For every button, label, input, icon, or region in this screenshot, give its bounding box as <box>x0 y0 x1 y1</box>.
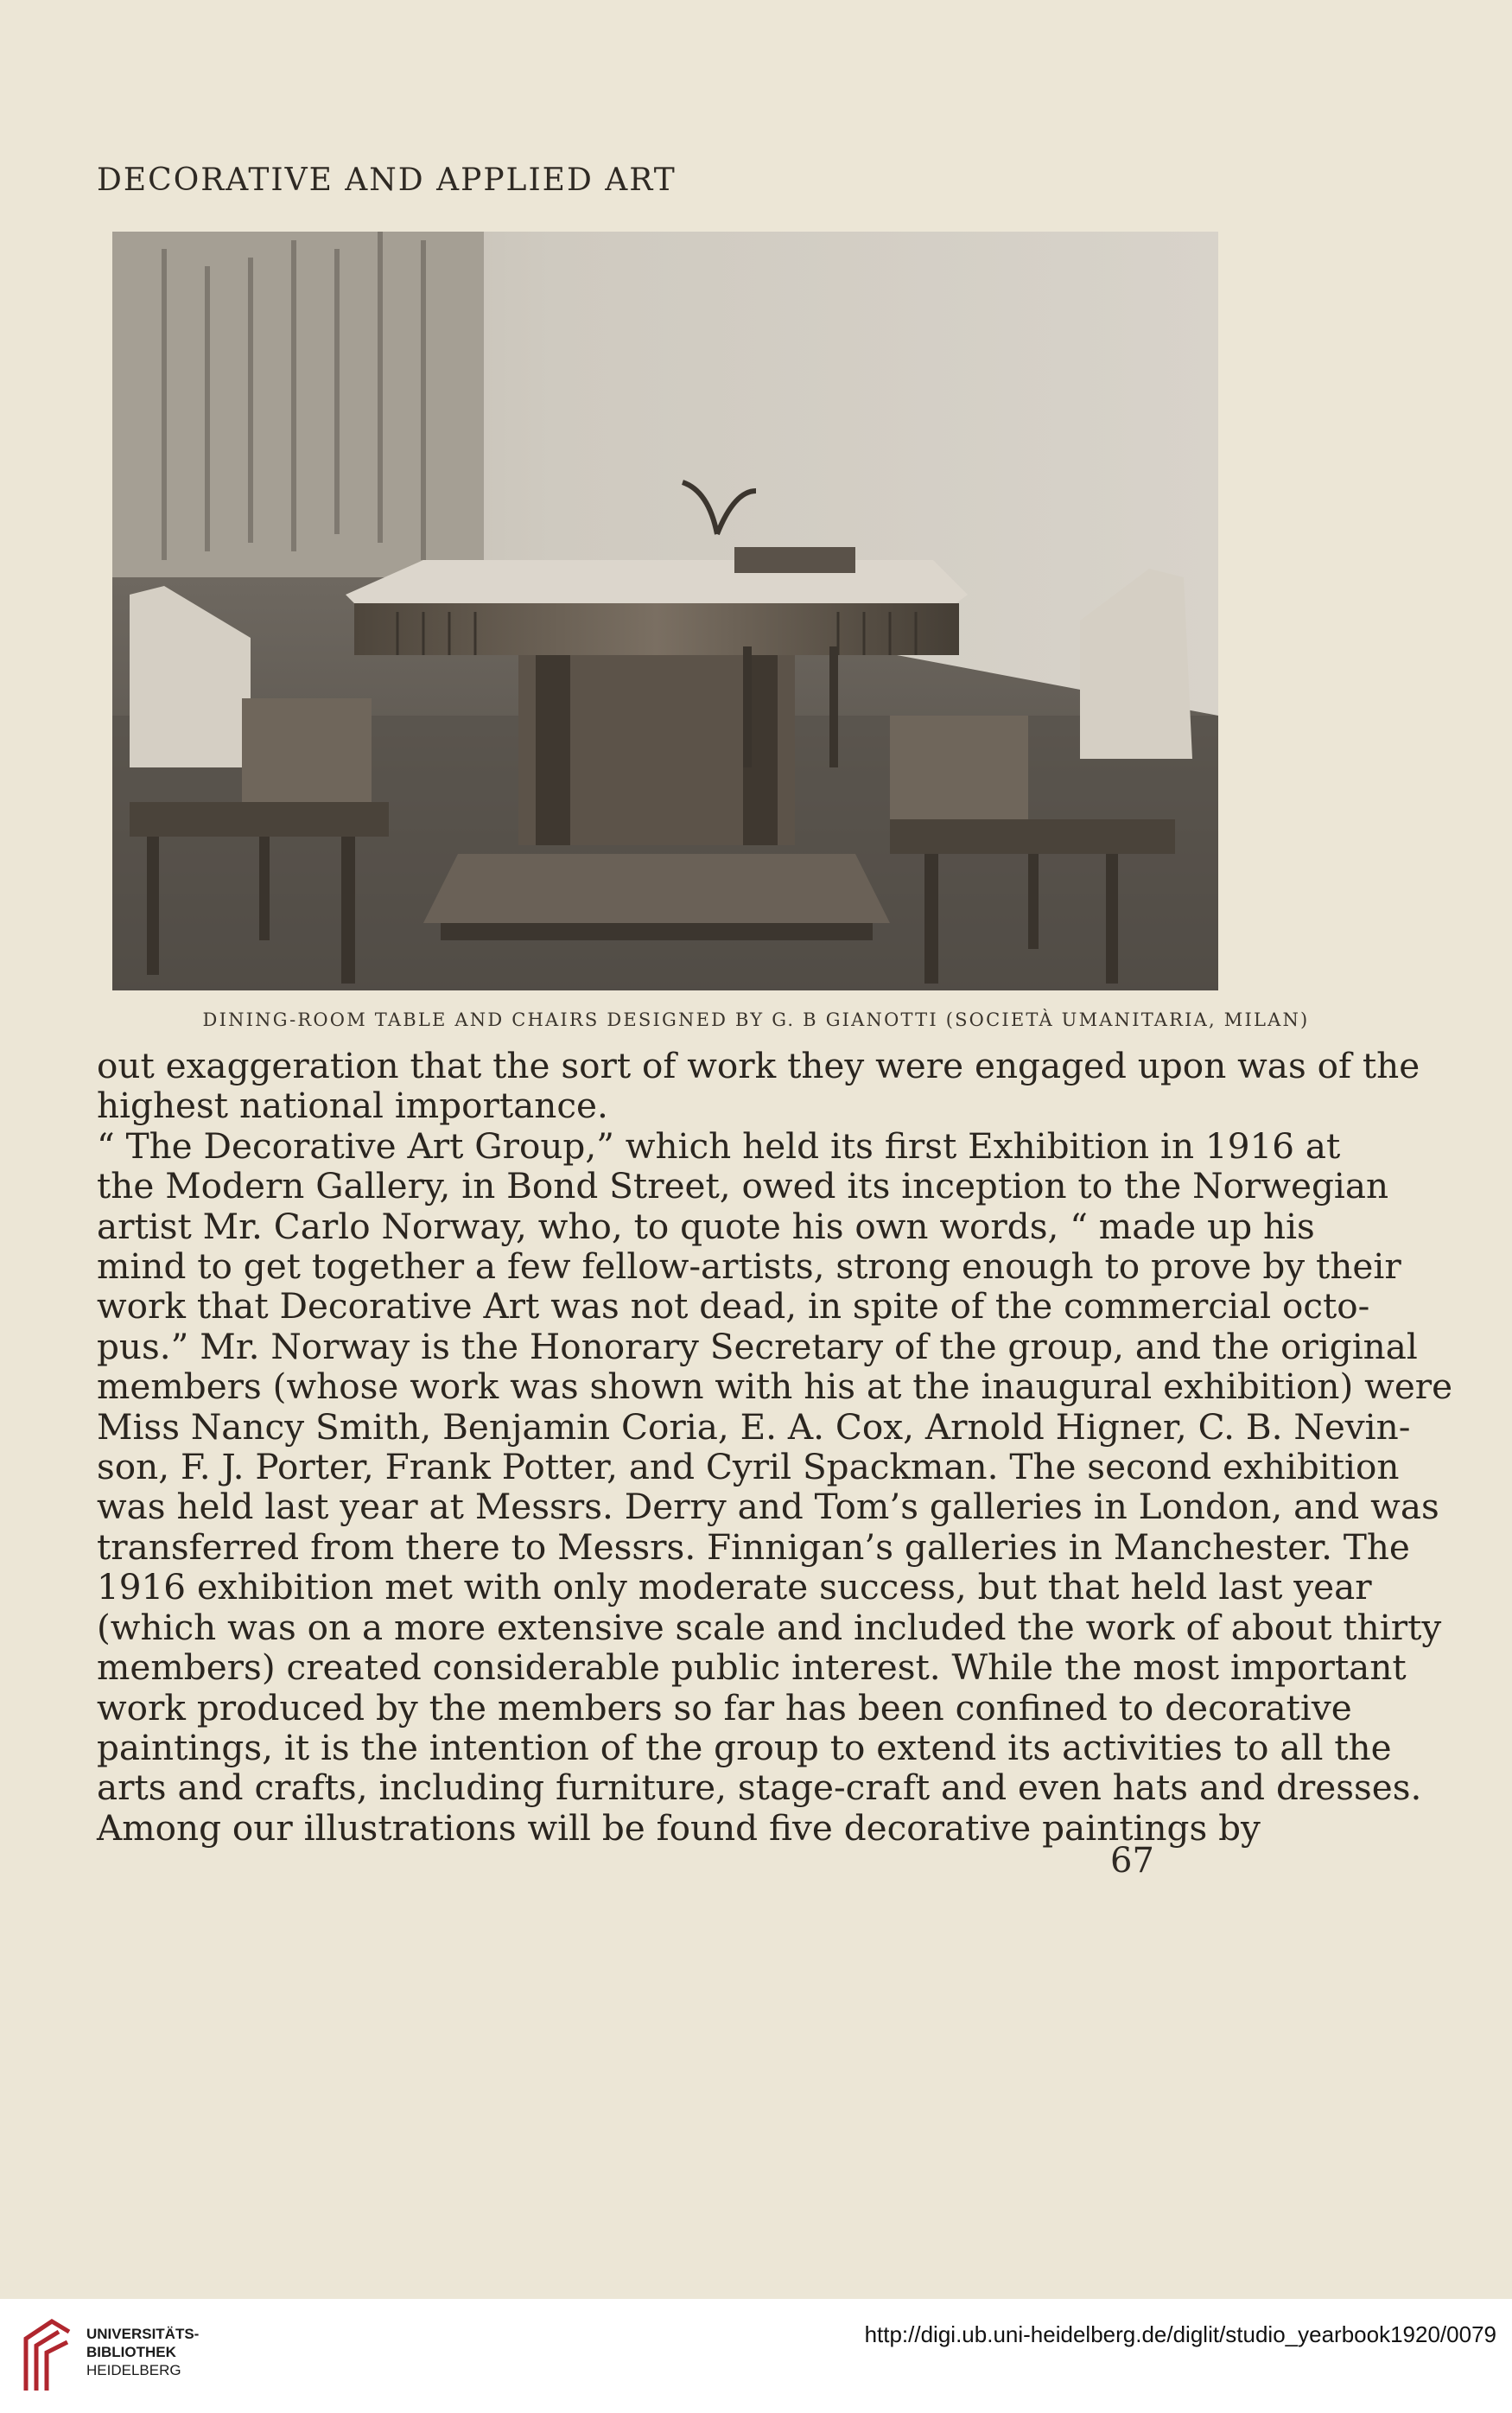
page-header: DECORATIVE AND APPLIED ART <box>97 162 677 198</box>
library-name <box>86 2325 199 2379</box>
article-body <box>97 1045 1453 1849</box>
body-line: members) created considerable public interest. While the most important <box>97 1646 1407 1689</box>
body-line: “ The Decorative Art Group,” which held its first Exhibition in 1916 at <box>97 1124 1341 1167</box>
library-name-line: HEIDELBERG <box>86 2362 181 2378</box>
body-line: paintings, it is the intention of the group to extend its activities to all the <box>97 1726 1392 1768</box>
source-url-link[interactable]: http://digi.ub.uni-heidelberg.de/diglit/studio_yearbook1920/0079 <box>864 2321 1496 2347</box>
library-name-line: UNIVERSITÄTS- <box>86 2326 200 2342</box>
body-line: the Modern Gallery, in Bond Street, owed its inception to the Norwegian <box>97 1165 1389 1207</box>
body-line: Miss Nancy Smith, Benjamin Coria, E. A. Cox, Arnold Higner, C. B. Nevin- <box>97 1405 1411 1448</box>
body-line: Among our illustrations will be found five decorative paintings by <box>97 1806 1261 1849</box>
dining-room-photograph <box>112 232 1218 990</box>
body-line: work that Decorative Art was not dead, in spite of the commercial octo- <box>97 1285 1370 1327</box>
body-line: 1916 exhibition met with only moderate success, but that held last year <box>97 1566 1372 1608</box>
body-line: out exaggeration that the sort of work they were engaged upon was of the <box>97 1045 1420 1086</box>
body-line: son, F. J. Porter, Frank Potter, and Cyril Spackman. The second exhibition <box>97 1446 1400 1488</box>
body-line: work produced by the members so far has been confined to decorative <box>97 1686 1352 1729</box>
body-line: members (whose work was shown with his at the inaugural exhibition) were <box>97 1366 1453 1408</box>
footer-bar <box>0 2299 1512 2413</box>
library-name-line: BIBLIOTHEK <box>86 2344 176 2360</box>
body-line: (which was on a more extensive scale and included the work of about thirty <box>97 1606 1442 1648</box>
body-line: was held last year at Messrs. Derry and Tom’s galleries in London, and was <box>97 1486 1439 1528</box>
body-line: transferred from there to Messrs. Finnigan’s galleries in Manchester. The <box>97 1525 1410 1568</box>
figure-caption: DINING-ROOM TABLE AND CHAIRS DESIGNED BY G. B GIANOTTI (SOCIETÀ UMANITARIA, MILAN) <box>202 1009 1310 1030</box>
body-line: highest national importance. <box>97 1085 608 1127</box>
dining-room-illustration <box>112 232 1218 990</box>
body-line: arts and crafts, including furniture, stage-craft and even hats and dresses. <box>97 1767 1422 1809</box>
heidelberg-library-logo-icon[interactable] <box>17 2313 78 2399</box>
body-line: pus.” Mr. Norway is the Honorary Secretary of the group, and the original <box>97 1325 1418 1367</box>
page-number: 67 <box>1110 1841 1154 1881</box>
body-line: mind to get together a few fellow-artists, strong enough to prove by their <box>97 1245 1401 1288</box>
body-line: artist Mr. Carlo Norway, who, to quote his own words, “ made up his <box>97 1205 1315 1247</box>
